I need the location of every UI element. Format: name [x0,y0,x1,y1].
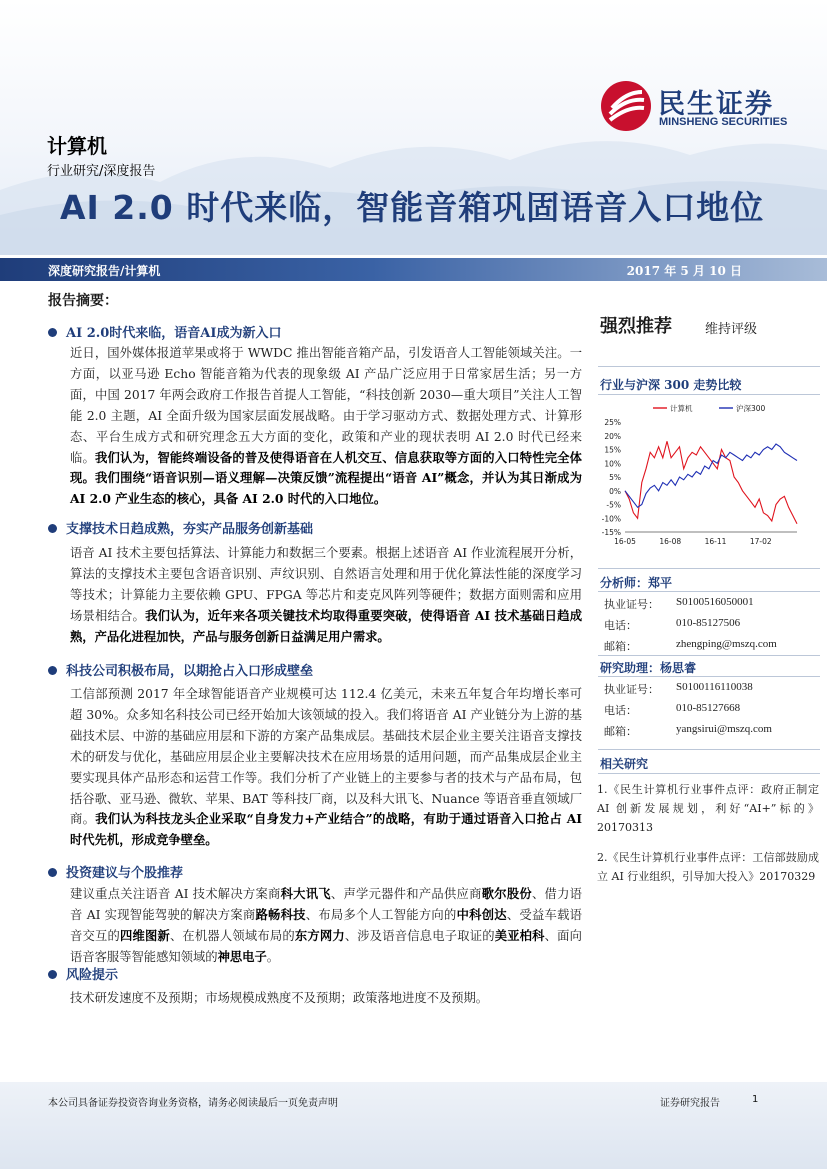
y-tick-label: 25% [604,418,621,427]
report-info-bar [0,258,827,281]
email-link[interactable]: zhengping@mszq.com [676,638,777,650]
footer-label: 证券研究报告 [660,1098,720,1109]
y-tick-label: -10% [601,514,621,524]
body-text: 语音 AI 技术主要包括算法、计算能力和数据三个要素。根据上述语音 AI 作业流程展开分析，算法的支撑技术主要包含语音识别、声纹识别、自然语言处理和用于优化算法性能的深度学习等技术；计算能力主要依赖 GPU、FPGA 等芯片和麦克风阵列等硬件；数据方面则需和应用场景相结合。 [70,546,582,623]
y-tick-label: 15% [604,445,621,455]
body-text: 、借力语音 AI 实现智能驾驶的解决方案商 [70,887,582,922]
section-title: AI 2.0时代来临，语音AI成为新入口 [66,326,282,341]
section-paragraph [70,988,582,1009]
emphasis-text: 我们认为，智能终端设备的普及使得语音在人机交互、信息获取等方面的入口特性完全体现。我们围绕“语音识别—语义理解—决策反馈”流程提出“语音 AI”概念，并认为其日渐成为 AI 2.0 产业生态的核心，具备 AI 2.0 时代的入口地位。 [70,449,582,507]
emphasis-text: 东方网力 [294,927,345,943]
page-footer [0,1082,827,1169]
x-tick-label: 16-11 [704,537,727,546]
section-heading [48,322,281,341]
section-paragraph [70,684,582,851]
y-tick-label: 0% [609,486,621,496]
sidebar-divider [598,568,820,569]
email-link[interactable]: yangsirui@mszq.com [676,723,772,735]
bullet-icon [48,328,57,337]
body-text: 、受益车载语音交互的 [70,907,582,943]
bullet-icon [48,970,57,979]
report-date: 2017 年 5 月 10 日 [626,264,742,278]
emphasis-text: 中科创达 [456,906,507,922]
body-text: 技术研发速度不及预期；市场规模成熟度不及预期；政策落地进度不及预期。 [70,991,489,1005]
info-label: 邮箱： [604,640,637,653]
series-line-0 [625,441,797,524]
section-paragraph [70,343,582,510]
body-text: 、声学元器件和产品供应商 [330,887,482,901]
section-paragraph [70,884,582,968]
body-text: 工信部预测 2017 年全球智能语音产业规模可达 112.4 亿美元，未来五年复合年均增长率可超 30%。众多知名科技公司已经开始加大该领域的投入。我们将语音 AI 产业链分为上游的基础技术层、中游的基础应用层和下游的方案产品集成层。基础技术层企业主要关注语音支撑技术的研发与优化，基础应用层企业主要解决技术在应用场景的适用问题，而产品集成层企业主要实现具体产品形态和运营工作等。我们分析了产业链上的主要参与者的技术与产品布局，包括谷歌、亚马逊、微软、苹果、BAT 等科技厂商，以及科大讯飞、Nuance 等语音垂直领域厂商。 [70,687,582,827]
info-label: 电话： [604,704,637,717]
section-title: 支撑技术日趋成熟，夯实产品服务创新基础 [66,522,314,537]
emphasis-text: 神思电子 [217,948,267,964]
sidebar-divider [598,394,820,395]
sidebar-divider [598,773,820,774]
emphasis-text: 我们认为科技龙头企业采取“自身发力+产业结合”的战略，有助于通过语音入口抢占 AI 时代先机，形成竞争壁垒。 [70,811,582,848]
rating: 强烈推荐 [600,316,672,337]
chart-title: 行业与沪深 300 走势比较 [600,378,742,392]
info-label: 邮箱： [604,725,637,738]
y-tick-label: -5% [606,500,621,510]
info-value: 010-85127668 [676,702,741,714]
sidebar-divider [598,749,820,750]
y-tick-label: 20% [604,431,621,441]
report-category: 行业研究/深度报告 [47,164,156,179]
section-heading [48,660,313,679]
minsheng-logo-icon [600,80,652,132]
footer-disclaimer: 本公司具备证券投资咨询业务资格，请务必阅读最后一页免责声明 [48,1098,338,1109]
related-report-1[interactable]: 1.《民生计算机行业事件点评：政府正制定 AI 创新发展规划，利好“AI+”标的》20170313 [597,783,819,834]
logo-text-cn: 民生证券 [658,89,774,120]
company-logo [600,80,800,136]
body-text: 建议重点关注语音 AI 技术解决方案商 [70,887,281,901]
report-type: 深度研究报告/计算机 [48,264,161,278]
rating-note: 维持评级 [705,322,758,337]
report-header [0,0,827,255]
trend-chart [595,396,805,556]
analyst-heading: 分析师：郑平 [600,576,673,590]
info-value: S0100116110038 [676,681,753,693]
info-label: 执业证号： [604,598,659,611]
section-heading [48,862,183,881]
info-label: 执业证号： [604,683,659,696]
legend-label: 计算机 [670,404,693,413]
x-tick-label: 17-02 [749,537,772,546]
emphasis-text: 我们认为，近年来各项关键技术均取得重要突破，使得语音 AI 技术基础日趋成熟，产品化进程加快，产品与服务创新日益满足用户需求。 [70,607,582,644]
assistant-heading: 研究助理：杨思睿 [600,661,697,675]
y-tick-label: 10% [604,459,621,469]
bullet-icon [48,666,57,675]
section-title: 投资建议与个股推荐 [66,866,184,881]
section-heading [48,964,118,983]
related-report-2[interactable]: 2.《民生计算机行业事件点评：工信部鼓励成立 AI 行业组织，引导加大投入》20170329 [597,851,819,883]
section-paragraph [70,543,582,648]
section-title: 科技公司积极布局，以期抢占入口形成壁垒 [66,664,314,679]
legend-label: 沪深300 [736,404,766,413]
info-label: 电话： [604,619,637,632]
body-text: 、布局多个人工智能方向的 [305,907,457,922]
body-text: 近日，国外媒体报道苹果或将于 WWDC 推出智能音箱产品，引发语音人工智能领域关注。一方面，以亚马逊 Echo 智能音箱为代表的现象级 AI 产品广泛应用于日常家居生活；另一方面，中国 2017 年两会政府工作报告首提人工智能，“科技创新 2030—重大项目”关注人工智能 2.0 主题，AI 全面升级为国家层面发展战略。由于学习驱动方式、数据处理方式、计算形态、平台生成方式和研究理念五大方面的变化，政策和产业的现状表明 AI 2.0 时代已经来临。 [70,346,582,465]
body-text: 、在机器人领域布局的 [169,928,295,943]
sidebar-divider [598,366,820,367]
x-tick-label: 16-08 [659,537,682,546]
sidebar-divider [598,676,820,677]
sidebar-divider [598,591,820,592]
logo-text-en: MINSHENG SECURITIES [659,116,788,128]
bullet-icon [48,524,57,533]
section-title: 风险提示 [66,968,119,983]
body-text: 、面向语音客服等智能感知领域的 [70,928,582,964]
emphasis-text: 美亚柏科 [494,927,545,943]
emphasis-text: 路畅科技 [255,906,306,922]
body-text: 、涉及语音信息电子取证的 [344,928,495,943]
industry-label: 计算机 [47,134,107,158]
sidebar-divider [598,655,820,656]
y-tick-label: 5% [609,473,621,482]
summary-heading: 报告摘要： [48,293,118,309]
emphasis-text: 四维图新 [119,927,170,943]
bullet-icon [48,868,57,877]
emphasis-text: 歌尔股份 [481,886,532,901]
x-tick-label: 16-05 [614,537,636,546]
info-value: S0100516050001 [676,596,754,608]
body-text: 。 [266,949,280,964]
related-heading: 相关研究 [600,757,649,771]
emphasis-text: 科大讯飞 [280,886,331,901]
page-number: 1 [752,1094,759,1105]
section-heading [48,518,313,537]
y-tick-label: -15% [601,528,621,537]
info-value: 010-85127506 [676,617,741,629]
report-title: AI 2.0 时代来临，智能音箱巩固语音入口地位 [60,188,765,227]
